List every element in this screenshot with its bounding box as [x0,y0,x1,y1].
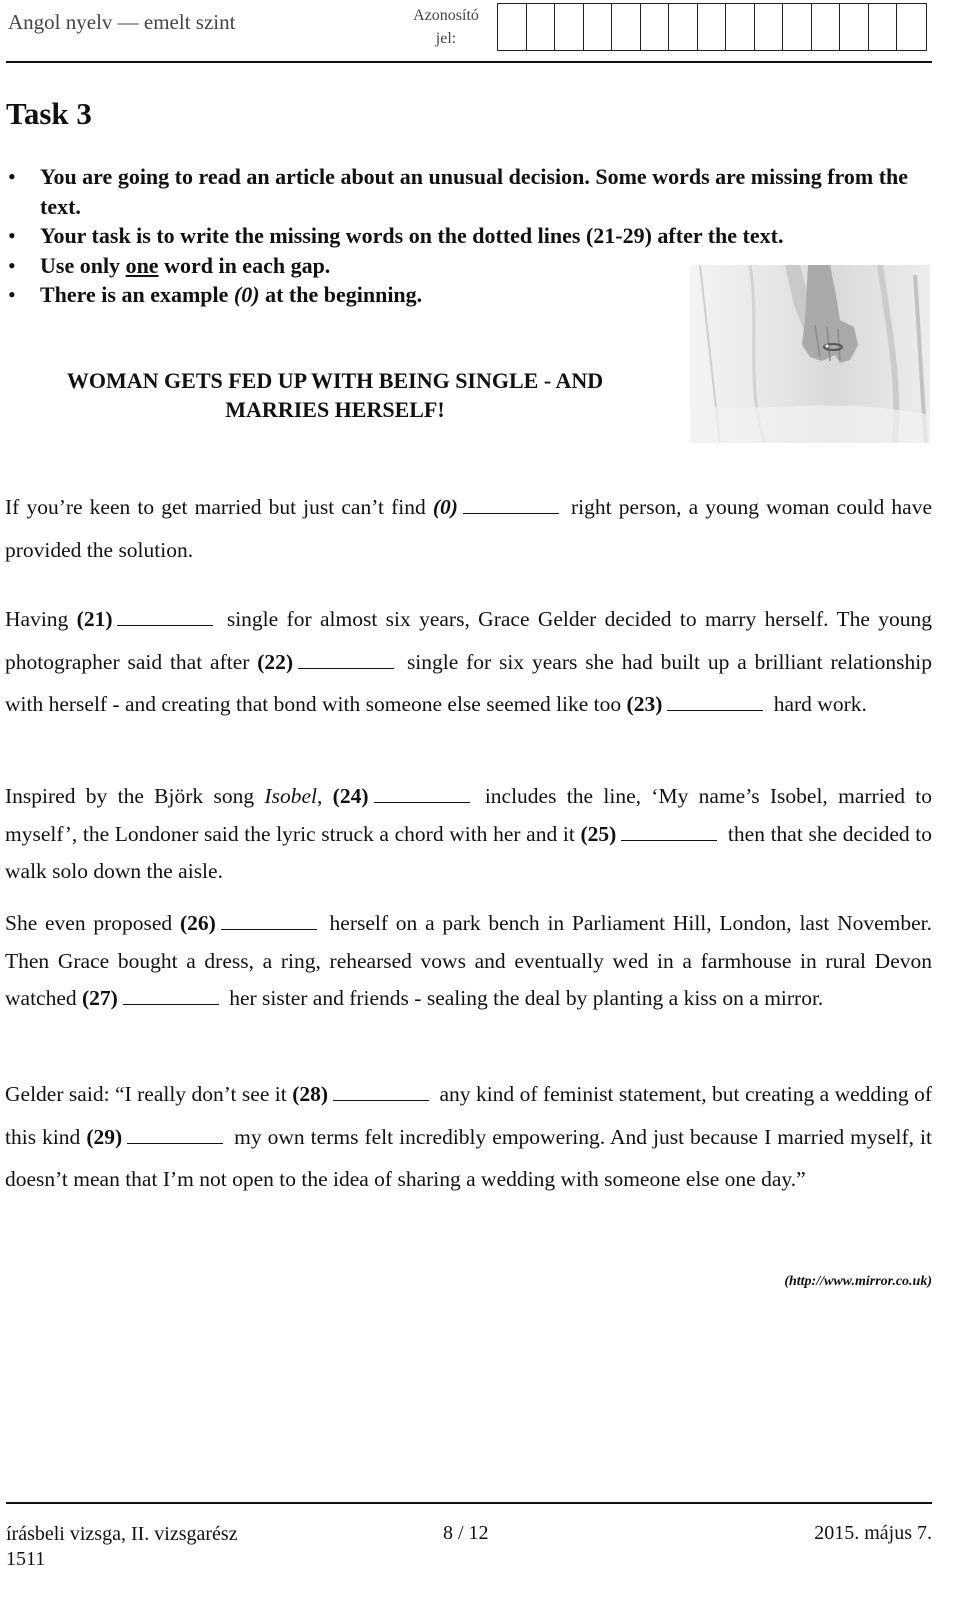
exam-code: 1511 [6,1548,46,1570]
id-box[interactable] [612,4,641,50]
paragraph: Gelder said: “I really don’t see it (28) any kind of feminist statement, but creating a wedding of this kind (29) my own terms felt incredibly empowering. And just because I married myself, it doesn’t mean that I’m not open to the idea of sharing a wedding with someone else one day.” [5,1082,933,1191]
id-box[interactable] [698,4,727,50]
gap-number: (23) [626,692,663,716]
id-box[interactable] [726,4,755,50]
id-box[interactable] [783,4,812,50]
id-label: Azonosító jel: [413,7,479,47]
article-title: WOMAN GETS FED UP WITH BEING SINGLE - AND MARRIES HERSELF! [66,368,604,422]
id-box[interactable] [498,4,527,50]
id-box[interactable] [641,4,670,50]
id-box[interactable] [527,4,556,50]
gap-number: (0) [432,495,458,519]
gap-line[interactable] [221,915,317,930]
paragraph: She even proposed (26) herself on a park bench in Parliament Hill, London, last November. Then Grace bought a dress, a ring, rehearsed vows and eventually wed in a farmhouse in rural Devon watched (27) her sister and friends - sealing the deal by planting a kiss on a mirror. [5,911,932,1010]
id-boxes [497,3,927,51]
instruction-item: • There is an example (0) at the beginning. [6,280,934,310]
page-number: 8 / 12 [443,1522,489,1544]
wedding-ring-hand-photo [690,265,930,443]
gap-number: (22) [257,649,294,674]
gap-line[interactable] [298,654,394,669]
paragraph: Inspired by the Björk song Isobel, (24) includes the line, ‘My name’s Isobel, married to myself’, the Londoner said the lyric struck a chord with her and it (25) then that she decided to walk solo down the aisle. [5,784,933,883]
id-box[interactable] [869,4,898,50]
id-box[interactable] [897,4,926,50]
instruction-item: • Your task is to write the missing words on the dotted lines (21-29) after the text. [6,221,934,251]
gap-line[interactable] [374,788,470,803]
task-title: Task 3 [6,96,92,131]
gap-number: (27) [82,986,118,1010]
id-box[interactable] [812,4,841,50]
gap-line[interactable] [123,990,219,1005]
id-box[interactable] [555,4,584,50]
id-box[interactable] [584,4,613,50]
paragraph-example: If you’re keen to get married but just can’t find (0) right person, a young woman could have provided the solution. [5,495,932,562]
gap-number: (24) [332,784,369,808]
underlined-word: one [125,252,159,278]
gap-number: (28) [292,1082,329,1106]
subject-header: Angol nyelv — emelt szint [8,10,236,34]
footer-rule [6,1502,932,1504]
footer-exam-info: írásbeli vizsga, II. vizsgarész 1511 [6,1523,238,1570]
id-box[interactable] [669,4,698,50]
gap-line[interactable] [667,696,763,711]
instruction-item: • Use only one word in each gap. [6,251,934,281]
gap-number: (21) [76,607,113,631]
gap-line[interactable] [463,499,559,514]
gap-line[interactable] [127,1129,223,1144]
gap-line[interactable] [621,826,717,841]
gap-line[interactable] [333,1086,429,1101]
header-rule [6,61,932,63]
song-title: Isobel [264,784,317,808]
id-box[interactable] [755,4,784,50]
gap-number: (25) [580,821,617,846]
gap-number: (29) [86,1124,123,1149]
gap-number: (26) [179,911,216,935]
source-link: (http://www.mirror.co.uk) [784,1274,932,1289]
paragraph: Having (21) single for almost six years, Grace Gelder decided to marry herself. The young photographer said that after (22) single for six years she had built up a brilliant relationship with herself - and creating that bond with someone else seemed like too (23) hard work. [5,607,933,716]
instruction-item: • You are going to read an article about an unusual decision. Some words are missing from the text. [6,162,934,221]
gap-line[interactable] [117,611,213,626]
exam-date: 2015. május 7. [814,1522,932,1544]
id-box[interactable] [840,4,869,50]
